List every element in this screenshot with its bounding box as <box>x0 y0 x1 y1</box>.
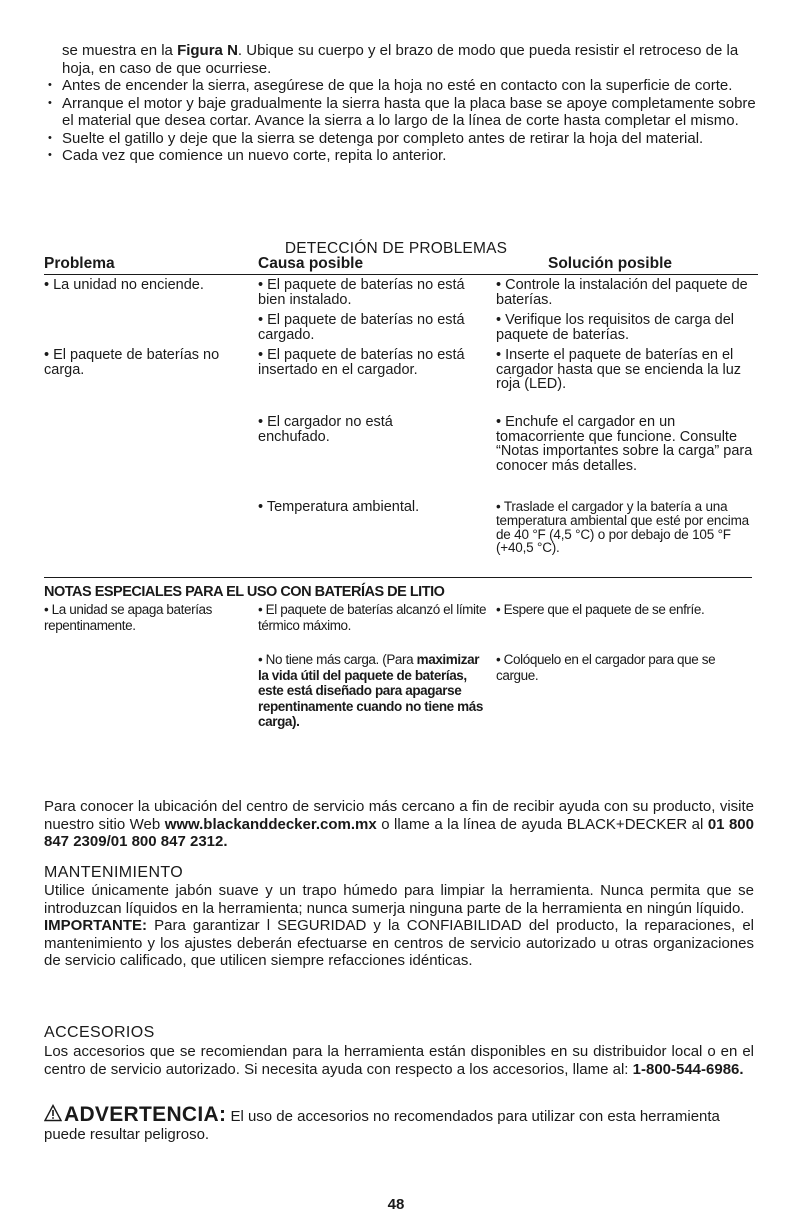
accessories-text: Los accesorios que se recomiendan para la herramienta están disponibles en su distribuidor local o en el centro de servicio autorizado. Si necesita ayuda con respecto a los accesorios, llame al: <box>44 1043 754 1078</box>
list-item: • Suelte el gatillo y deje que la sierra se detenga por completo antes de retirar la hoja del material. <box>44 130 758 148</box>
lithium-solution-cell: • Espere que el paquete de se enfríe. <box>496 602 705 617</box>
warning-text: El uso de accesorios no recomendados para utilizar con esta herramienta puede resultar peligroso. <box>44 1108 720 1143</box>
table-cell-solution: • Verifique los requisitos de carga del paquete de baterías. <box>496 312 735 343</box>
table-cell-cause: • El paquete de baterías no está insertado en el cargador. <box>258 347 465 378</box>
list-item: • Arranque el motor y baje gradualmente la sierra hasta que la placa base se apoye completamente sobre el material que desea cortar. Avance la sierra a lo largo de la línea de corte hasta completar el mismo. <box>44 95 758 130</box>
table-cell-cause: • El cargador no está enchufado. <box>258 414 393 445</box>
table-cell-problem: • La unidad no enciende. <box>44 277 204 293</box>
maintenance-section <box>44 882 754 970</box>
lithium-cause-cell <box>258 652 490 730</box>
column-header-problem: Problema <box>44 255 115 272</box>
table-cell-cause: • Temperatura ambiental. <box>258 499 420 515</box>
column-header-cause: Causa posible <box>258 255 364 272</box>
service-text: Para conocer la ubicación del centro de servicio más cercano a fin de recibir ayuda con su producto, visite nuestro sitio Web <box>44 798 754 833</box>
table-header-rule <box>44 274 758 275</box>
lithium-cause-text: • No tiene más carga. (Para <box>258 652 417 667</box>
table-cell-cause: • El paquete de baterías no está cargado. <box>258 312 465 343</box>
intro-bullet-list <box>44 77 758 165</box>
table-cell-solution: • Enchufe el cargador en un tomacorriente que funcione. Consulte “Notas importantes sobre la carga” para conocer más detalles. <box>496 414 753 474</box>
website-link[interactable]: www.blackanddecker.com.mx <box>164 815 377 833</box>
list-item: • Cada vez que comience un nuevo corte, repita lo anterior. <box>44 147 758 165</box>
maintenance-heading: MANTENIMIENTO <box>44 864 184 881</box>
lithium-problem-cell: • La unidad se apaga baterías repentinamente. <box>44 602 213 633</box>
table-cell-solution: • Controle la instalación del paquete de baterías. <box>496 277 748 308</box>
warning-label: ADVERTENCIA: <box>64 1103 227 1126</box>
table-cell-cause: • El paquete de baterías no está bien instalado. <box>258 277 465 308</box>
list-item: • Antes de encender la sierra, asegúrese de que la hoja no esté en contacto con la superficie de corte. <box>44 77 758 95</box>
figure-reference: Figura N <box>177 42 238 59</box>
important-text: Para garantizar l SEGURIDAD y la CONFIABILIDAD del producto, la reparaciones, el mantenimiento y los ajustes deberán efectuarse en centros de servicio autorizado u otras organizaciones de servicio calificado, que utilicen siempre refacciones idénticas. <box>44 917 754 969</box>
section-separator <box>44 577 752 578</box>
intro-text: . Ubique su cuerpo y el brazo de modo que pueda resistir el retroceso de la hoja, en caso de que ocurriese. <box>62 42 739 77</box>
maintenance-paragraph: Utilice únicamente jabón suave y un trapo húmedo para limpiar la herramienta. Nunca permita que se introduzcan líquidos en la herramienta; nunca sumerja ninguna parte de la herramienta en ningún líquido. <box>44 882 754 917</box>
intro-first-paragraph <box>44 42 758 77</box>
lithium-solution-cell: • Colóquelo en el cargador para que se cargue. <box>496 652 716 683</box>
service-text: o llame a la línea de ayuda BLACK+DECKER al <box>376 815 708 833</box>
accessories-heading: ACCESORIOS <box>44 1024 155 1041</box>
intro-text: se muestra en la <box>62 42 178 59</box>
accessories-paragraph <box>44 1043 754 1078</box>
intro-section <box>44 42 758 165</box>
column-header-solution: Solución posible <box>548 255 673 272</box>
table-cell-problem: • El paquete de baterías no carga. <box>44 347 220 378</box>
lithium-notes-title: NOTAS ESPECIALES PARA EL USO CON BATERÍAS DE LITIO <box>44 584 445 600</box>
lithium-cause-cell: • El paquete de baterías alcanzó el límite térmico máximo. <box>258 602 487 633</box>
table-cell-solution: • Traslade el cargador y la batería a una temperatura ambiental que esté por encima de 40 °F (4,5 °C) o por debajo de 105 °F (+40,5 °C). <box>496 499 749 556</box>
service-phone-numbers: 01 800 847 2309/01 800 847 2312. <box>44 815 754 850</box>
table-cell-solution: • Inserte el paquete de baterías en el cargador hasta que se encienda la luz roja (LED). <box>496 347 742 393</box>
warning-block <box>44 1104 756 1143</box>
page-number: 48 <box>387 1196 405 1213</box>
troubleshooting-title: DETECCIÓN DE PROBLEMAS <box>284 240 508 257</box>
important-label: IMPORTANTE: <box>44 917 148 934</box>
important-paragraph <box>44 917 754 970</box>
accessories-phone: 1-800-544-6986. <box>632 1060 744 1078</box>
service-paragraph <box>44 798 754 851</box>
warning-triangle-icon <box>44 1104 62 1122</box>
lithium-cause-emphasis: maximizar la vida útil del paquete de baterías, este está diseñado para apagarse repentinamente cuando no tiene más carga). <box>258 652 483 730</box>
